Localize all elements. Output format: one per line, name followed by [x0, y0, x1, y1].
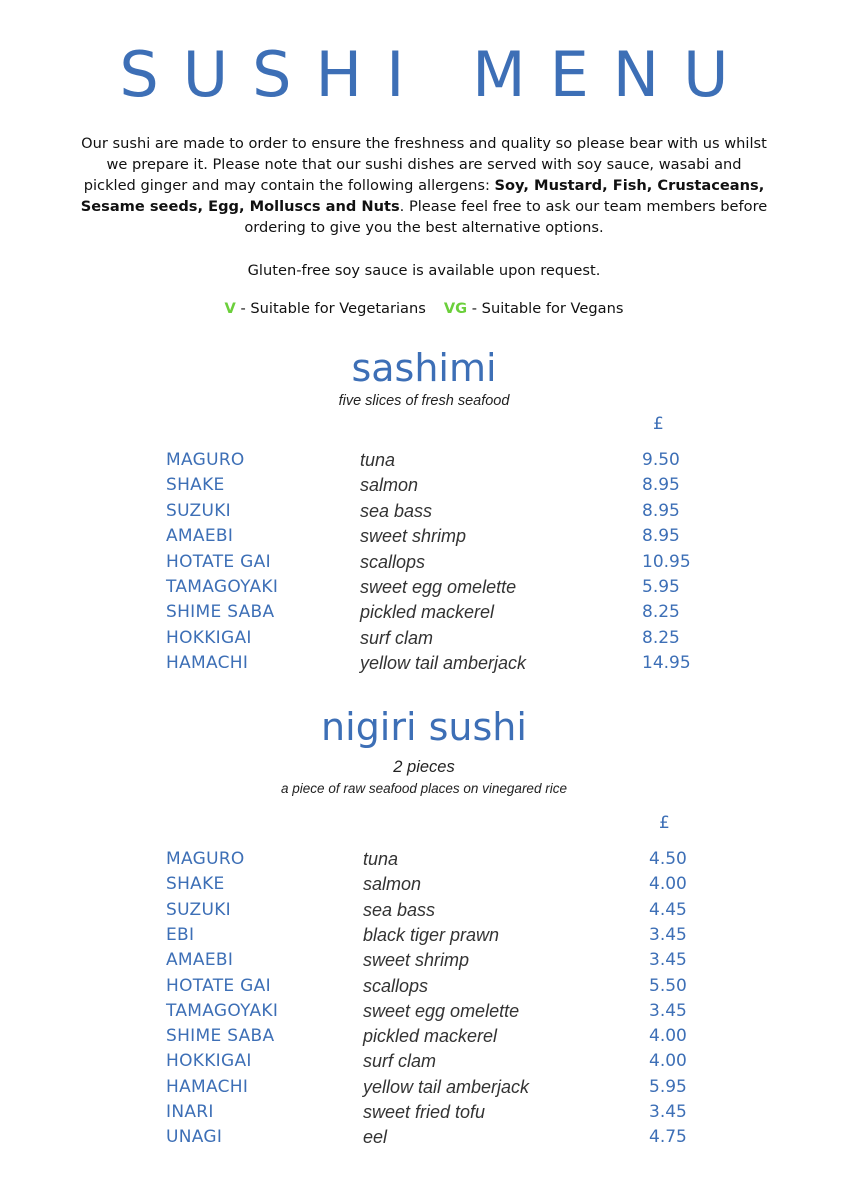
item-japanese-name: INARI	[166, 1102, 214, 1122]
item-price: 8.25	[642, 627, 680, 648]
item-japanese-name: SHIME SABA	[166, 602, 275, 623]
item-price: 5.95	[649, 1076, 687, 1097]
item-price: 14.95	[642, 653, 691, 674]
item-japanese-name: TAMAGOYAKI	[166, 577, 279, 597]
item-japanese-name: AMAEBI	[166, 950, 234, 971]
item-english-name: sweet egg omelette	[360, 577, 517, 597]
menu-item-row	[0, 1001, 848, 1026]
item-price: 4.00	[649, 1026, 687, 1047]
item-english-name: pickled mackerel	[360, 602, 495, 623]
item-english-name: scallops	[363, 975, 429, 996]
item-english-name: sweet shrimp	[363, 950, 470, 971]
item-price: 8.25	[642, 602, 680, 623]
sashimi-currency: £	[653, 414, 664, 434]
menu-item-row	[0, 602, 848, 627]
item-english-name: sweet shrimp	[360, 526, 467, 547]
item-price: 4.75	[649, 1127, 687, 1148]
menu-item-row	[0, 1102, 848, 1127]
menu-item-row	[0, 526, 848, 551]
item-japanese-name: UNAGI	[166, 1127, 223, 1148]
item-english-name: salmon	[360, 475, 419, 496]
item-price: 9.50	[642, 450, 680, 470]
nigiri-currency: £	[659, 813, 670, 833]
menu-item-row	[0, 475, 848, 500]
menu-item-row	[0, 849, 848, 874]
menu-item-row	[0, 628, 848, 653]
item-japanese-name: HOKKIGAI	[166, 627, 252, 648]
item-english-name: surf clam	[363, 1051, 437, 1072]
gluten-free-note: Gluten-free soy sauce is available upon request.	[247, 262, 601, 279]
item-price: 3.45	[649, 1000, 687, 1021]
menu-item-row	[0, 900, 848, 925]
sashimi-title: sashimi	[351, 346, 497, 390]
item-english-name: eel	[363, 1127, 388, 1148]
nigiri-title: nigiri sushi	[321, 705, 527, 749]
item-price: 8.95	[642, 475, 680, 496]
item-english-name: salmon	[363, 874, 422, 895]
diet-legend	[0, 300, 848, 317]
item-japanese-name: SHAKE	[166, 874, 225, 895]
item-price: 5.50	[649, 975, 687, 996]
menu-item-row	[0, 653, 848, 678]
item-japanese-name: HOTATE GAI	[166, 975, 271, 996]
menu-item-row	[0, 1051, 848, 1076]
item-english-name: sweet egg omelette	[363, 1000, 520, 1021]
menu-title: SUSHI MENU	[119, 38, 753, 111]
nigiri-subtitle: a piece of raw seafood places on vinegared rice	[281, 781, 567, 796]
menu-item-row	[0, 1077, 848, 1102]
item-japanese-name: AMAEBI	[166, 526, 234, 547]
item-price: 4.00	[649, 1051, 687, 1072]
item-price: 4.50	[649, 849, 687, 869]
item-price: 3.45	[649, 924, 687, 945]
menu-item-row	[0, 450, 848, 475]
menu-item-row	[0, 577, 848, 602]
item-japanese-name: HOTATE GAI	[166, 551, 271, 572]
nigiri-pieces: 2 pieces	[393, 758, 455, 776]
menu-item-row	[0, 1026, 848, 1051]
item-price: 4.45	[649, 899, 687, 920]
menu-item-row	[0, 950, 848, 975]
item-english-name: sea bass	[360, 500, 433, 521]
intro-text-1: Our sushi are made to order to ensure the freshness and quality so please bear with us whilst we prepare it. Please note that our sushi dishes are served with soy sauce, wasabi and pickled ginger and may contain the following allergens:	[81, 135, 767, 194]
item-english-name: black tiger prawn	[363, 924, 500, 945]
menu-item-row	[0, 874, 848, 899]
item-english-name: yellow tail amberjack	[363, 1076, 530, 1097]
item-japanese-name: EBI	[166, 924, 195, 945]
item-japanese-name: HAMACHI	[166, 653, 249, 674]
menu-item-row	[0, 925, 848, 950]
item-english-name: scallops	[360, 551, 426, 572]
item-english-name: pickled mackerel	[363, 1026, 498, 1047]
item-price: 5.95	[642, 577, 680, 597]
item-japanese-name: MAGURO	[166, 849, 245, 869]
item-price: 4.00	[649, 874, 687, 895]
item-japanese-name: SHIME SABA	[166, 1026, 275, 1047]
menu-item-row	[0, 1127, 848, 1152]
menu-item-row	[0, 976, 848, 1001]
sashimi-subtitle: five slices of fresh seafood	[338, 393, 510, 409]
item-english-name: tuna	[360, 450, 396, 470]
item-english-name: sea bass	[363, 899, 436, 920]
menu-item-row	[0, 552, 848, 577]
vegetarian-label: - Suitable for Vegetarians	[235, 300, 426, 317]
item-japanese-name: MAGURO	[166, 450, 245, 470]
allergen-list: Soy, Mustard, Fish, Crustaceans, Sesame seeds, Egg, Molluscs and Nuts	[80, 177, 765, 215]
vegan-label: - Suitable for Vegans	[467, 300, 624, 317]
item-english-name: sweet fried tofu	[363, 1102, 486, 1122]
menu-item-row	[0, 501, 848, 526]
item-price: 10.95	[642, 551, 691, 572]
item-japanese-name: TAMAGOYAKI	[166, 1000, 279, 1021]
item-japanese-name: SUZUKI	[166, 500, 231, 521]
item-english-name: tuna	[363, 849, 399, 869]
item-price: 3.45	[649, 1102, 687, 1122]
item-japanese-name: HAMACHI	[166, 1076, 249, 1097]
item-japanese-name: SHAKE	[166, 475, 225, 496]
vegan-code: VG	[443, 300, 468, 317]
item-price: 3.45	[649, 950, 687, 971]
item-price: 8.95	[642, 526, 680, 547]
vegetarian-code: V	[224, 300, 236, 317]
item-english-name: yellow tail amberjack	[360, 653, 527, 674]
item-price: 8.95	[642, 500, 680, 521]
intro-text-2: . Please feel free to ask our team members before ordering to give you the best alternative options.	[244, 198, 768, 236]
intro-paragraph	[80, 133, 768, 238]
item-japanese-name: HOKKIGAI	[166, 1051, 252, 1072]
item-english-name: surf clam	[360, 627, 434, 648]
item-japanese-name: SUZUKI	[166, 899, 231, 920]
